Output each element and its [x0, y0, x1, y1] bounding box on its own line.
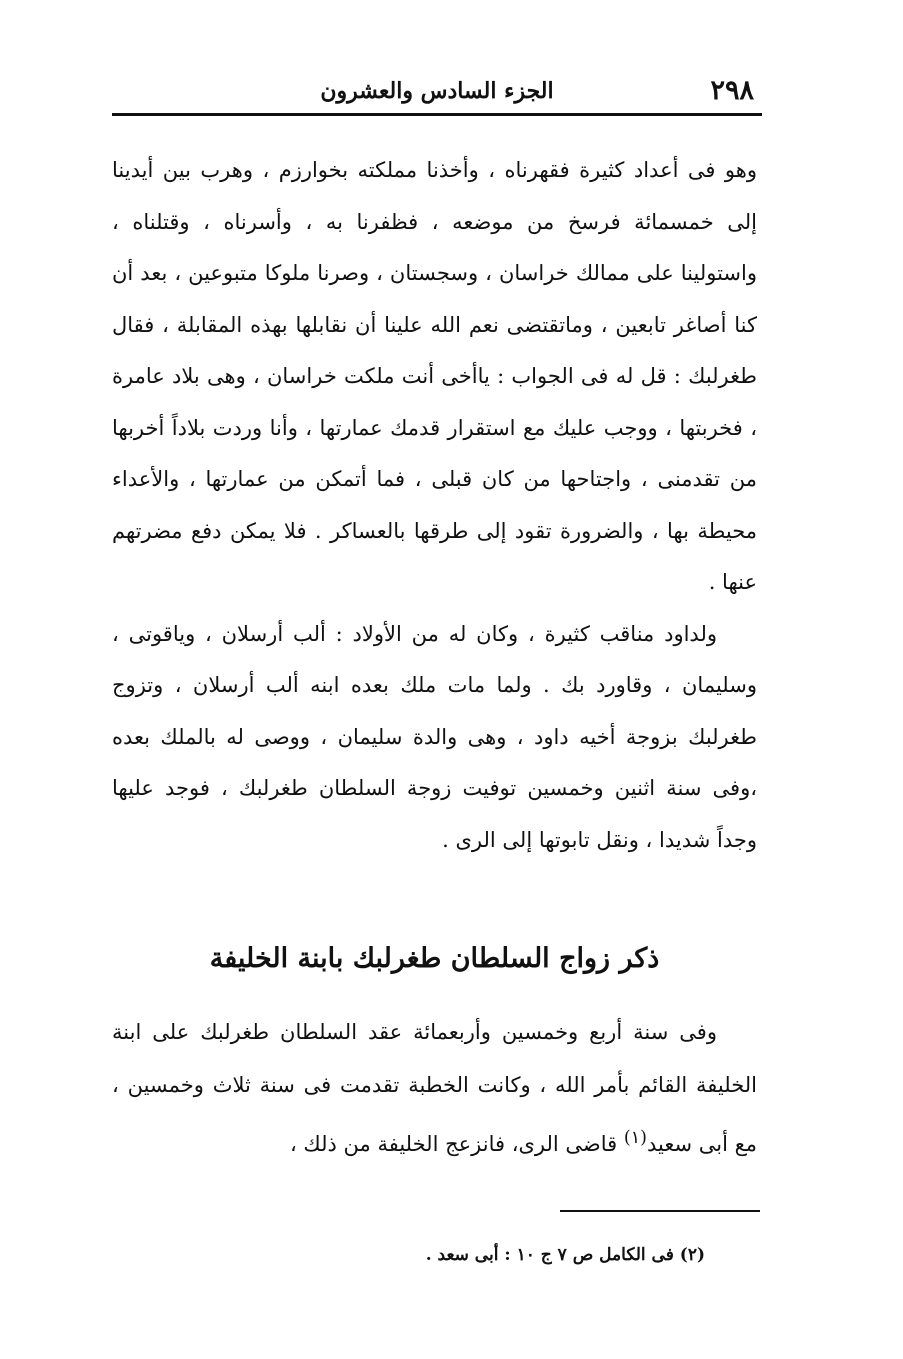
main-text	[112, 145, 757, 866]
section-heading: ذكر زواج السلطان طغرلبك بابنة الخليفة	[209, 943, 660, 974]
section-text-part-1: وفى سنة أربع وخمسين وأربعمائة عقد السلطان طغرلبك على ابنة الخليفة القائم بأمر الله ، وكانت الخطبة تقدمت فى سنة ثلاث وخمسين ، مع أبى سعيد	[112, 1020, 757, 1156]
footnote-marker: (١)	[623, 1128, 647, 1148]
paragraph-1: وهو فى أعداد كثيرة فقهرناه ، وأخذنا مملكته بخوارزم ، وهرب بين أيدينا إلى خمسمائة فرسخ من موضعه ، فظفرنا به ، وأسرناه ، وقتلناه ، واستولينا على ممالك خراسان ، وسجستان ، وصرنا ملوكا متبوعين ، بعد أن كنا أصاغر تابعين ، وماتقتضى نعم الله علينا أن نقابلها بهذه المقابلة ، فقال طغرلبك : قل له فى الجواب : ياأخى أنت ملكت خراسان ، وهى بلاد عامرة ، فخربتها ، ووجب عليك مع استقرار قدمك عمارتها ، وأنا وردت بلاداً أخربها من تقدمنى ، واجتاحها من كان قبلى ، فما أتمكن من عمارتها ، والأعداء محيطة بها ، والضرورة تقود إلى طرقها بالعساكر . فلا يمكن دفع مضرتهم عنها .	[112, 158, 757, 594]
section-paragraph	[112, 1006, 757, 1171]
section-text	[112, 1006, 757, 1171]
header-rule	[112, 113, 762, 116]
page-number: ٢٩٨	[710, 75, 754, 106]
section-text-part-2: قاضى الرى، فانزعج الخليفة من ذلك ،	[289, 1132, 624, 1156]
footnote: (٢) فى الكامل ص ٧ ج ١٠ : أبى سعد .	[425, 1245, 705, 1265]
page-header	[112, 68, 762, 112]
running-title: الجزء السادس والعشرون	[320, 78, 554, 104]
footnote-rule	[560, 1210, 760, 1212]
paragraph-2: ولداود مناقب كثيرة ، وكان له من الأولاد : ألب أرسلان ، وياقوتى ، وسليمان ، وقاورد بك . ولما مات ملك بعده ابنه ألب أرسلان ، وتزوج طغرلبك بزوجة أخيه داود ، وهى والدة سليمان ، ووصى له بالملك بعده ،وفى سنة اثنين وخمسين توفيت زوجة السلطان طغرلبك ، فوجد عليها وجداً شديدا ، ونقل تابوتها إلى الرى .	[112, 621, 757, 852]
